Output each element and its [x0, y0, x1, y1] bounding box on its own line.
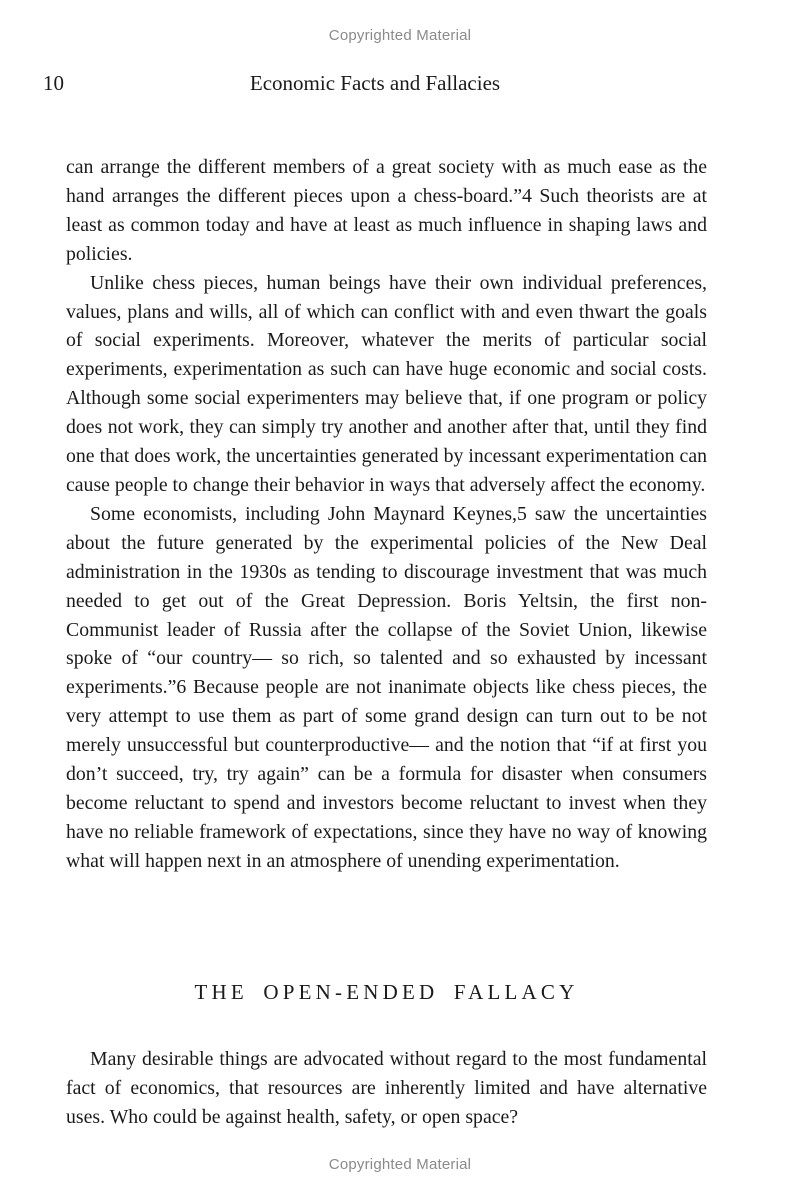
running-head: [43, 71, 707, 99]
copyright-watermark-bottom: Copyrighted Material: [328, 1156, 472, 1173]
page-number: 10: [43, 71, 64, 95]
copyright-watermark-top: Copyrighted Material: [328, 27, 472, 44]
body-text: [66, 153, 707, 876]
paragraph-chess-pieces: Unlike chess pieces, human beings have their own individual preferences, values, plans and wills, all of which can conflict with and even thwart the goals of social experiments. Moreover, whatever the merits of particular social experiments, experimentation as such can have huge economic and social costs. Although some social experimenters may believe that, if one program or policy does not work, they can simply try another and another after that, until they find one that does work, the uncertainties generated by incessant experimentation can cause people to change their behavior in ways that adversely affect the economy.: [66, 271, 707, 496]
paragraph-open-ended: Many desirable things are advocated without regard to the most fundamental fact of economics, that resources are inherently limited and have alternative uses. Who could be against health, safety, or open space?: [66, 1048, 707, 1128]
section-body-text: [66, 1045, 707, 1132]
section-heading: THE OPEN-ENDED FALLACY: [194, 980, 579, 1004]
paragraph-keynes: Some economists, including John Maynard Keynes,5 saw the uncertainties about the future generated by the experimental policies of the New Deal administration in the 1930s as tending to discourage investment that was much needed to get out of the Great Depression. Boris Yeltsin, the first non-Communist leader of Russia after the collapse of the Soviet Union, likewise spoke of “our country— so rich, so talented and so exhausted by incessant experiments.”6 Because people are not inanimate objects like chess pieces, the very attempt to use them as part of some grand design can turn out to be not merely unsuccessful but counterproductive— and the notion that “if at first you don’t succeed, try, try again” can be a formula for disaster when consumers become reluctant to spend and investors become reluctant to invest when they have no reliable framework of expectations, since they have no way of knowing what will happen next in an atmosphere of unending experimentation.: [66, 502, 707, 872]
paragraph-continued: can arrange the different members of a great society with as much ease as the hand arranges the different pieces upon a chess-board.”4 Such theorists are at least as common today and have at least as much influence in shaping laws and policies.: [66, 156, 707, 265]
book-title: Economic Facts and Fallacies: [249, 71, 501, 95]
